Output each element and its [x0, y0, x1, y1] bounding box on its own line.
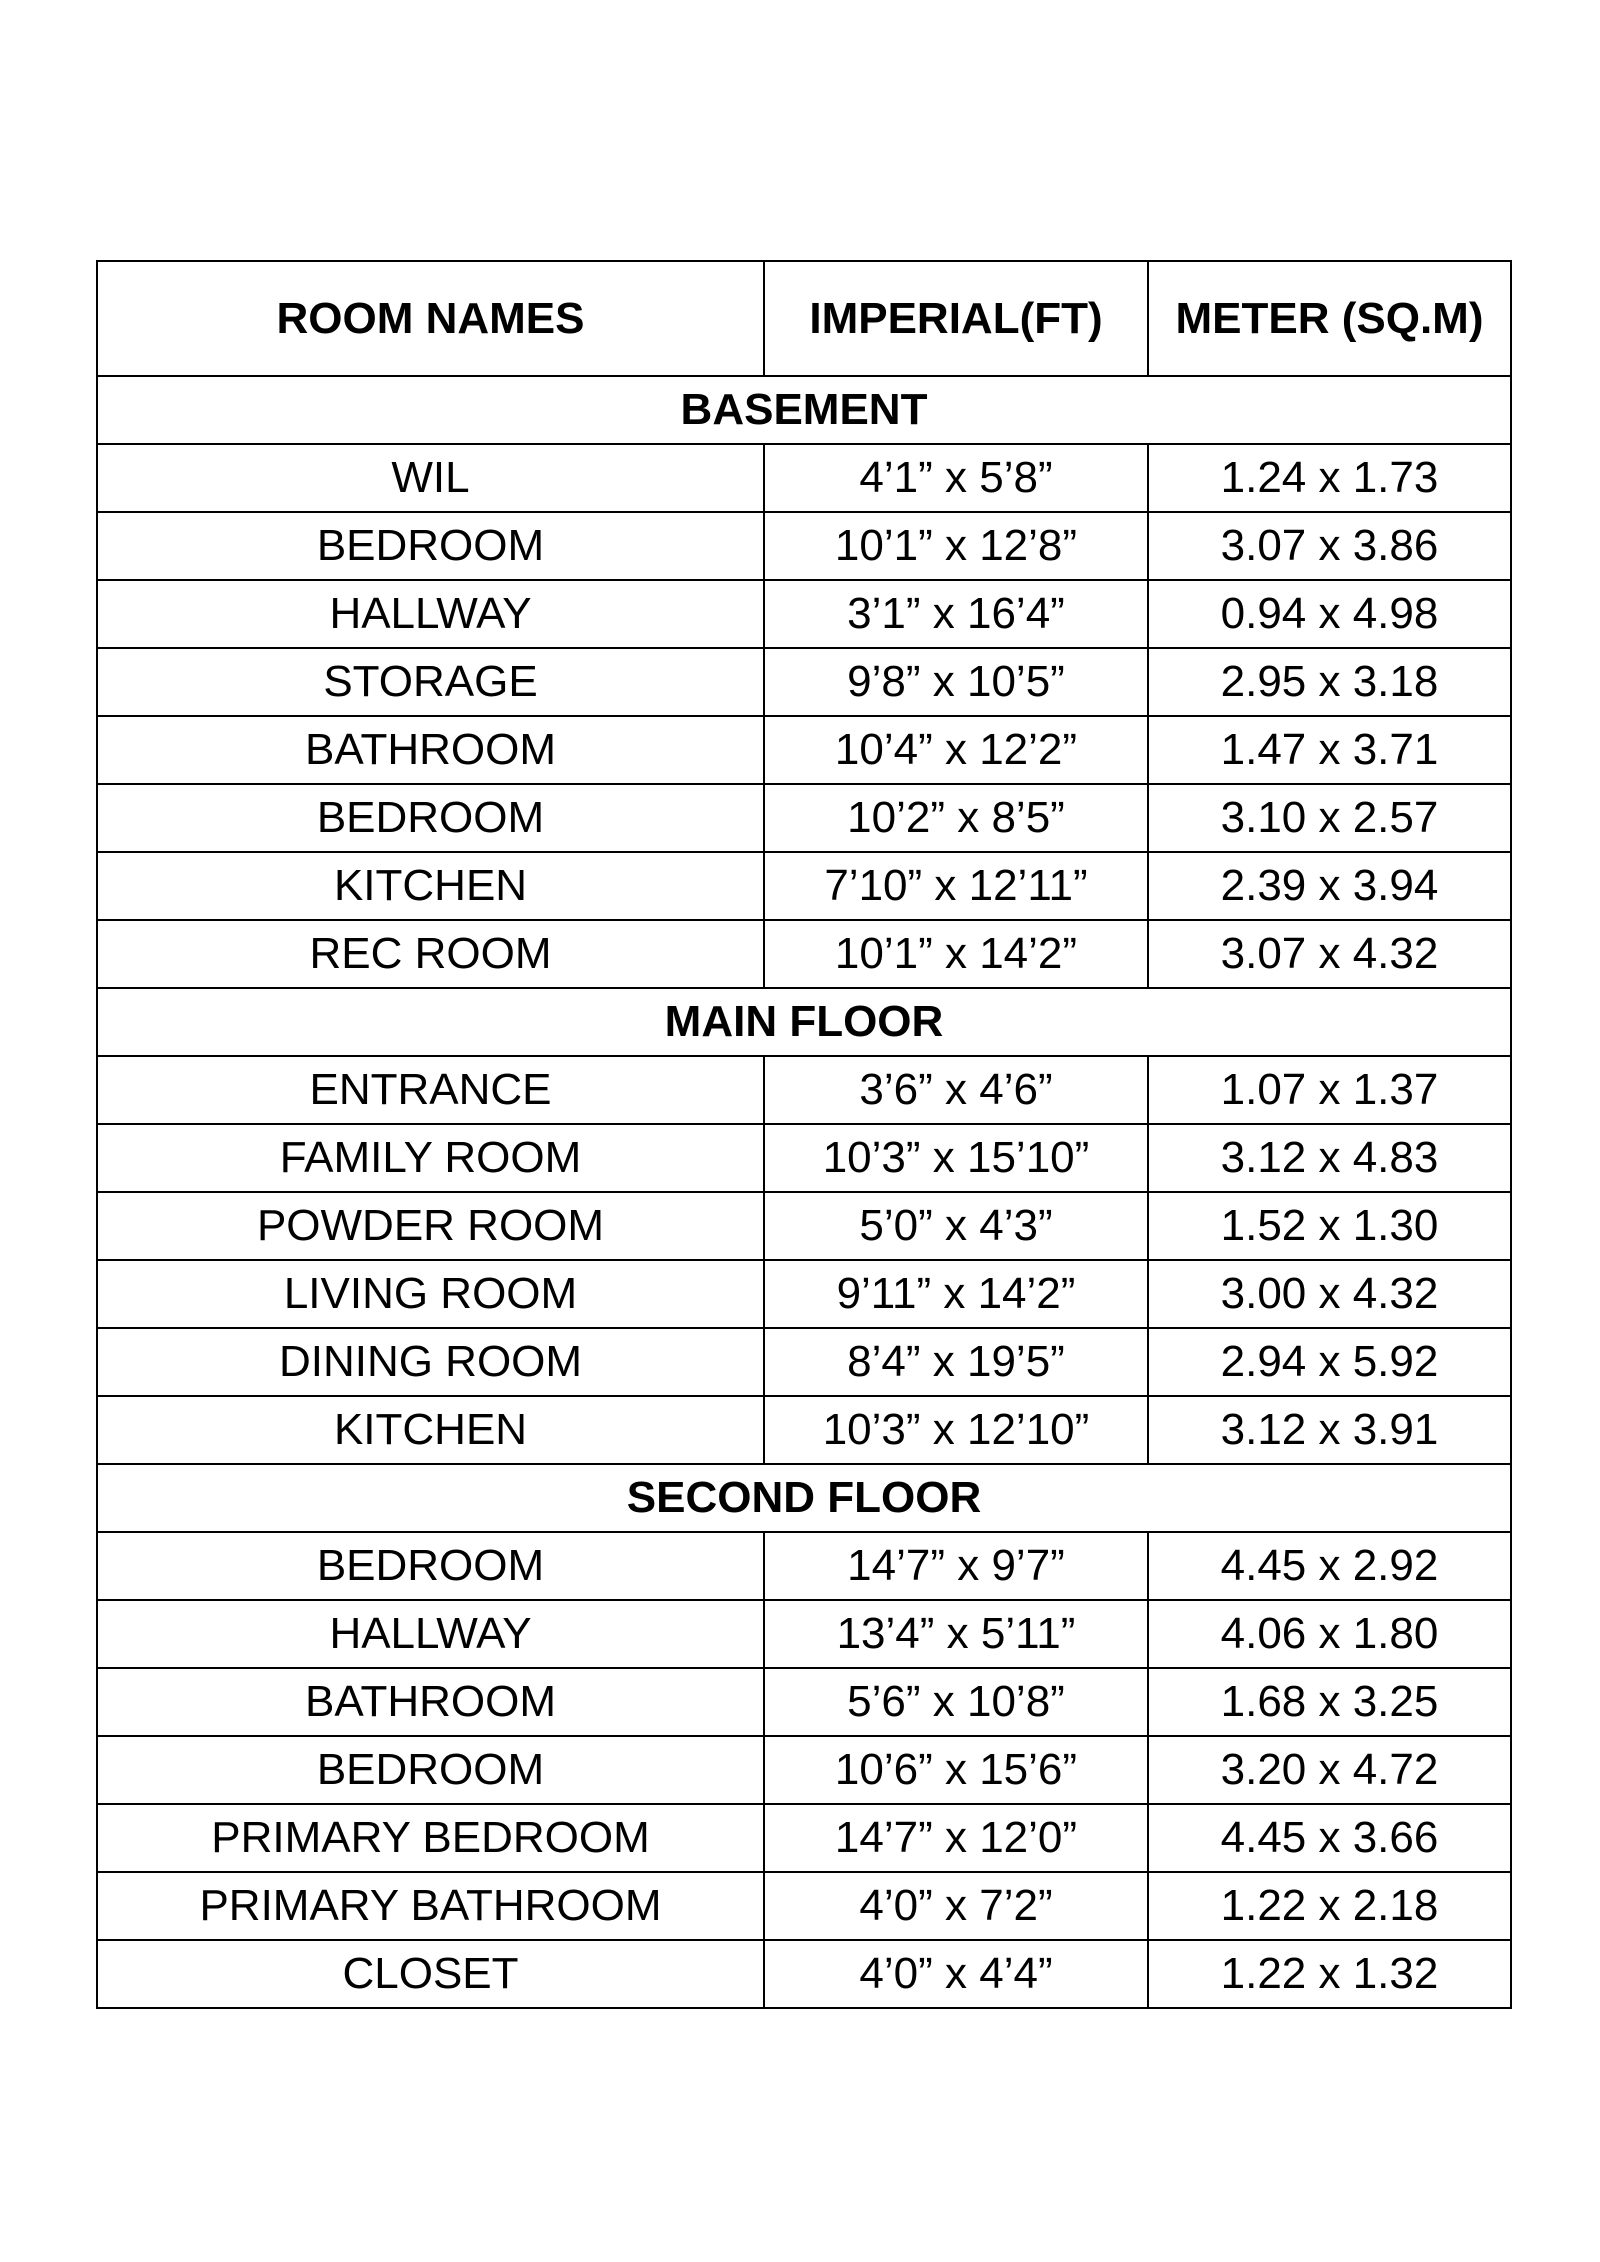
section-row: [97, 988, 1511, 1056]
imperial-cell: 8’4” x 19’5”: [764, 1328, 1148, 1396]
room-name-cell: PRIMARY BEDROOM: [97, 1804, 764, 1872]
table-row: [97, 1532, 1511, 1600]
table-row: [97, 1872, 1511, 1940]
meter-cell: 1.24 x 1.73: [1148, 444, 1511, 512]
table-row: [97, 1056, 1511, 1124]
table-row: [97, 1736, 1511, 1804]
meter-cell: 2.95 x 3.18: [1148, 648, 1511, 716]
table-row: [97, 1328, 1511, 1396]
imperial-cell: 9’11” x 14’2”: [764, 1260, 1148, 1328]
section-title: MAIN FLOOR: [97, 988, 1511, 1056]
meter-cell: 3.20 x 4.72: [1148, 1736, 1511, 1804]
table-body: [97, 376, 1511, 2008]
table-row: [97, 920, 1511, 988]
room-name-cell: DINING ROOM: [97, 1328, 764, 1396]
meter-cell: 1.68 x 3.25: [1148, 1668, 1511, 1736]
room-name-cell: HALLWAY: [97, 1600, 764, 1668]
table-row: [97, 784, 1511, 852]
imperial-cell: 14’7” x 9’7”: [764, 1532, 1148, 1600]
meter-cell: 2.94 x 5.92: [1148, 1328, 1511, 1396]
imperial-cell: 10’6” x 15’6”: [764, 1736, 1148, 1804]
table-row: [97, 1940, 1511, 2008]
room-name-cell: PRIMARY BATHROOM: [97, 1872, 764, 1940]
room-name-cell: BEDROOM: [97, 784, 764, 852]
header-imperial: IMPERIAL(FT): [764, 261, 1148, 376]
meter-cell: 2.39 x 3.94: [1148, 852, 1511, 920]
room-name-cell: BATHROOM: [97, 716, 764, 784]
table-header: [97, 261, 1511, 376]
header-row: [97, 261, 1511, 376]
room-name-cell: ENTRANCE: [97, 1056, 764, 1124]
meter-cell: 1.07 x 1.37: [1148, 1056, 1511, 1124]
room-name-cell: BEDROOM: [97, 1532, 764, 1600]
table-row: [97, 1192, 1511, 1260]
table-row: [97, 1668, 1511, 1736]
room-name-cell: CLOSET: [97, 1940, 764, 2008]
imperial-cell: 10’2” x 8’5”: [764, 784, 1148, 852]
meter-cell: 3.12 x 4.83: [1148, 1124, 1511, 1192]
imperial-cell: 9’8” x 10’5”: [764, 648, 1148, 716]
section-row: [97, 376, 1511, 444]
room-name-cell: BATHROOM: [97, 1668, 764, 1736]
room-name-cell: STORAGE: [97, 648, 764, 716]
table-row: [97, 648, 1511, 716]
room-dimensions-table: [96, 260, 1512, 2009]
imperial-cell: 14’7” x 12’0”: [764, 1804, 1148, 1872]
table-row: [97, 512, 1511, 580]
meter-cell: 4.06 x 1.80: [1148, 1600, 1511, 1668]
table-row: [97, 1804, 1511, 1872]
imperial-cell: 10’4” x 12’2”: [764, 716, 1148, 784]
meter-cell: 3.12 x 3.91: [1148, 1396, 1511, 1464]
room-name-cell: FAMILY ROOM: [97, 1124, 764, 1192]
table-row: [97, 716, 1511, 784]
meter-cell: 1.22 x 1.32: [1148, 1940, 1511, 2008]
meter-cell: 3.07 x 4.32: [1148, 920, 1511, 988]
meter-cell: 3.07 x 3.86: [1148, 512, 1511, 580]
table-row: [97, 580, 1511, 648]
imperial-cell: 5’6” x 10’8”: [764, 1668, 1148, 1736]
imperial-cell: 13’4” x 5’11”: [764, 1600, 1148, 1668]
table-row: [97, 1600, 1511, 1668]
imperial-cell: 5’0” x 4’3”: [764, 1192, 1148, 1260]
section-row: [97, 1464, 1511, 1532]
meter-cell: 1.52 x 1.30: [1148, 1192, 1511, 1260]
room-name-cell: LIVING ROOM: [97, 1260, 764, 1328]
meter-cell: 4.45 x 2.92: [1148, 1532, 1511, 1600]
room-name-cell: REC ROOM: [97, 920, 764, 988]
imperial-cell: 3’1” x 16’4”: [764, 580, 1148, 648]
room-name-cell: BEDROOM: [97, 1736, 764, 1804]
meter-cell: 3.10 x 2.57: [1148, 784, 1511, 852]
imperial-cell: 10’1” x 12’8”: [764, 512, 1148, 580]
imperial-cell: 4’0” x 7’2”: [764, 1872, 1148, 1940]
meter-cell: 3.00 x 4.32: [1148, 1260, 1511, 1328]
imperial-cell: 10’1” x 14’2”: [764, 920, 1148, 988]
meter-cell: 0.94 x 4.98: [1148, 580, 1511, 648]
room-name-cell: WIL: [97, 444, 764, 512]
room-name-cell: HALLWAY: [97, 580, 764, 648]
meter-cell: 1.47 x 3.71: [1148, 716, 1511, 784]
imperial-cell: 10’3” x 15’10”: [764, 1124, 1148, 1192]
room-name-cell: POWDER ROOM: [97, 1192, 764, 1260]
imperial-cell: 4’1” x 5’8”: [764, 444, 1148, 512]
table-row: [97, 1124, 1511, 1192]
room-name-cell: KITCHEN: [97, 1396, 764, 1464]
header-meter: METER (SQ.M): [1148, 261, 1511, 376]
table-row: [97, 1396, 1511, 1464]
room-name-cell: BEDROOM: [97, 512, 764, 580]
meter-cell: 4.45 x 3.66: [1148, 1804, 1511, 1872]
table-row: [97, 1260, 1511, 1328]
meter-cell: 1.22 x 2.18: [1148, 1872, 1511, 1940]
imperial-cell: 3’6” x 4’6”: [764, 1056, 1148, 1124]
table-row: [97, 852, 1511, 920]
room-name-cell: KITCHEN: [97, 852, 764, 920]
imperial-cell: 10’3” x 12’10”: [764, 1396, 1148, 1464]
imperial-cell: 4’0” x 4’4”: [764, 1940, 1148, 2008]
imperial-cell: 7’10” x 12’11”: [764, 852, 1148, 920]
section-title: SECOND FLOOR: [97, 1464, 1511, 1532]
header-room-names: ROOM NAMES: [97, 261, 764, 376]
section-title: BASEMENT: [97, 376, 1511, 444]
table-row: [97, 444, 1511, 512]
